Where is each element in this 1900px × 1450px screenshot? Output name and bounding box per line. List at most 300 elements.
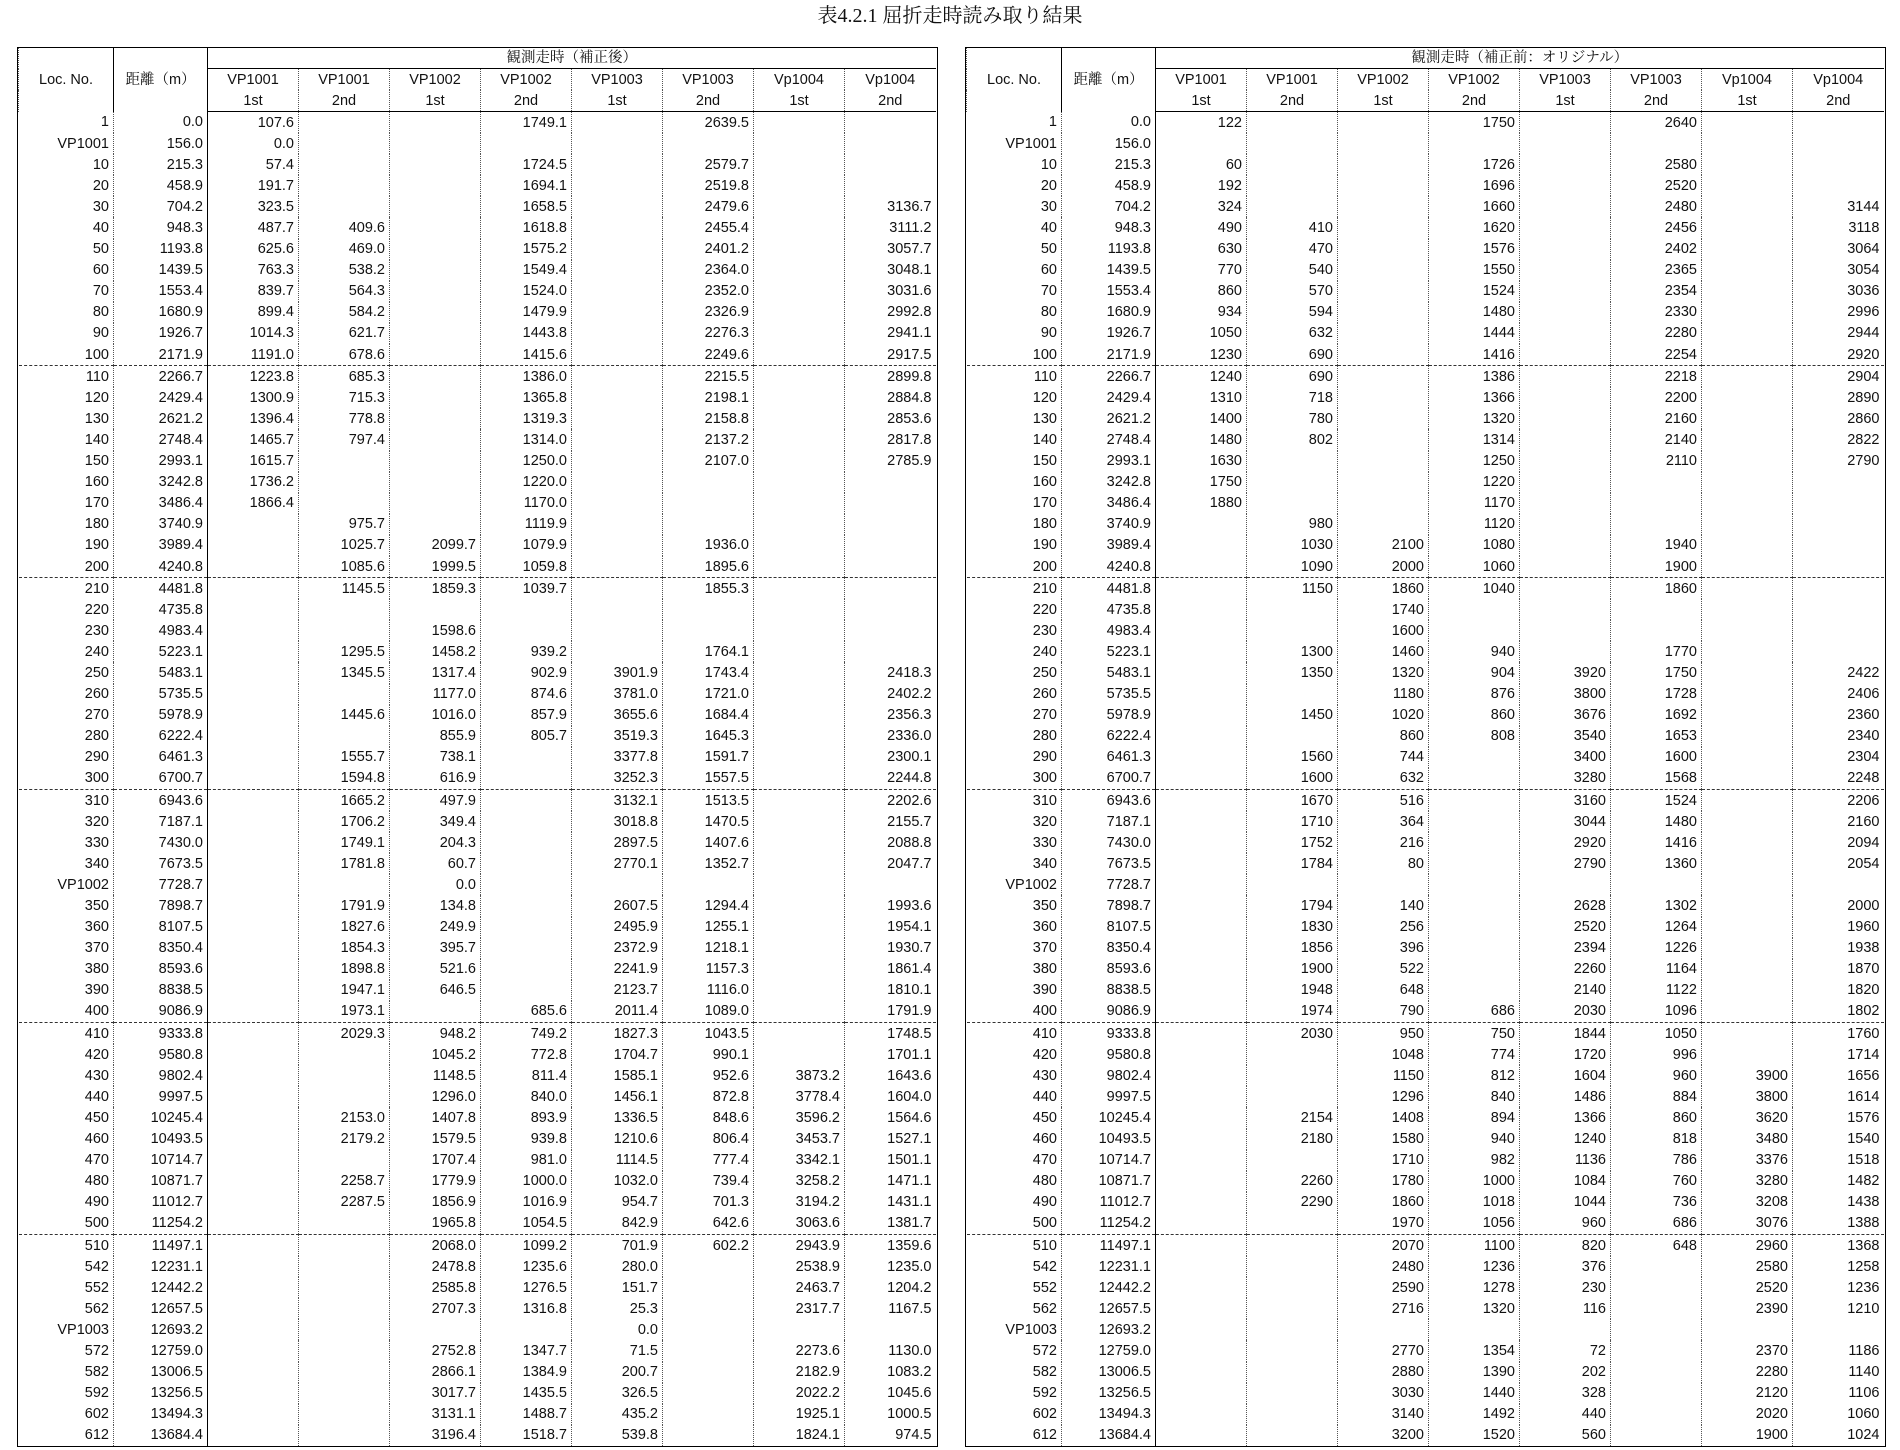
- traveltime-cell: 280.0: [572, 1256, 663, 1277]
- traveltime-cell: [390, 472, 481, 493]
- traveltime-cell: 435.2: [572, 1404, 663, 1425]
- traveltime-cell: [1793, 599, 1884, 620]
- traveltime-cell: 1415.6: [481, 344, 572, 366]
- traveltime-cell: 1704.7: [572, 1044, 663, 1065]
- traveltime-cell: 469.0: [299, 239, 390, 260]
- traveltime-cell: [1156, 705, 1247, 726]
- traveltime-cell: 1177.0: [390, 684, 481, 705]
- loc-no-cell: 20: [1040, 177, 1057, 194]
- traveltime-cell: 2406: [1793, 684, 1884, 705]
- loc-no-cell: 40: [1040, 220, 1057, 237]
- traveltime-cell: [1611, 1298, 1702, 1319]
- traveltime-cell: 3194.2: [754, 1192, 845, 1213]
- loc-no-cell: VP1001: [57, 135, 109, 152]
- traveltime-cell: [572, 217, 663, 238]
- traveltime-cell: [208, 578, 299, 600]
- traveltime-cell: [1520, 1319, 1611, 1340]
- traveltime-cell: 57.4: [208, 154, 299, 175]
- traveltime-cell: 2123.7: [572, 980, 663, 1001]
- traveltime-cell: [208, 1192, 299, 1213]
- loc-no-cell: VP1003: [1005, 1321, 1057, 1338]
- traveltime-cell: 948.2: [390, 1023, 481, 1045]
- traveltime-cell: [1702, 260, 1793, 281]
- traveltime-cell: 625.6: [208, 239, 299, 260]
- traveltime-cell: 2480: [1338, 1256, 1429, 1277]
- traveltime-cell: 2160: [1611, 408, 1702, 429]
- traveltime-cell: 3800: [1520, 684, 1611, 705]
- loc-no-cell: 430: [84, 1067, 109, 1084]
- traveltime-cell: 1492: [1429, 1404, 1520, 1425]
- distance-cell: 3486.4: [114, 493, 208, 514]
- traveltime-cell: 2402: [1611, 239, 1702, 260]
- traveltime-cell: 490: [1156, 217, 1247, 238]
- table-row: [19, 429, 936, 450]
- traveltime-cell: 538.2: [299, 260, 390, 281]
- distance-cell: 10245.4: [1062, 1107, 1156, 1128]
- distance-cell: 4735.8: [114, 599, 208, 620]
- traveltime-cell: [845, 175, 936, 196]
- loc-no-cell: 270: [1032, 707, 1057, 724]
- traveltime-cell: [1611, 1383, 1702, 1404]
- distance-cell: 3242.8: [1062, 472, 1156, 493]
- loc-no-cell: 190: [1032, 537, 1057, 554]
- traveltime-cell: [208, 1404, 299, 1425]
- traveltime-cell: 2640: [1611, 112, 1702, 134]
- loc-no-cell: 70: [92, 283, 109, 300]
- traveltime-cell: [1156, 1044, 1247, 1065]
- traveltime-cell: 1122: [1611, 980, 1702, 1001]
- traveltime-cell: 1314.0: [481, 429, 572, 450]
- table-row: [19, 705, 936, 726]
- distance-cell: 9997.5: [1062, 1086, 1156, 1107]
- traveltime-cell: 1598.6: [390, 620, 481, 641]
- traveltime-cell: 364: [1338, 811, 1429, 832]
- traveltime-cell: 1350: [1247, 662, 1338, 683]
- traveltime-cell: [1702, 832, 1793, 853]
- traveltime-cell: 2180: [1247, 1129, 1338, 1150]
- traveltime-cell: [208, 1150, 299, 1171]
- traveltime-cell: 1752: [1247, 832, 1338, 853]
- vp-header: VP1002: [1338, 69, 1429, 91]
- traveltime-cell: [208, 768, 299, 790]
- traveltime-cell: 1056: [1429, 1213, 1520, 1235]
- traveltime-cell: [481, 980, 572, 1001]
- traveltime-cell: [208, 1362, 299, 1383]
- traveltime-cell: 1736.2: [208, 472, 299, 493]
- traveltime-cell: [1702, 959, 1793, 980]
- loc-no-cell: 310: [84, 792, 109, 809]
- distance-cell: 12442.2: [1062, 1277, 1156, 1298]
- traveltime-cell: 1435.5: [481, 1383, 572, 1404]
- traveltime-cell: 326.5: [572, 1383, 663, 1404]
- distance-cell: 1193.8: [114, 239, 208, 260]
- traveltime-cell: 2822: [1793, 429, 1884, 450]
- traveltime-cell: [1520, 344, 1611, 366]
- loc-no-cell: 290: [84, 749, 109, 766]
- traveltime-cell: 2520: [1702, 1277, 1793, 1298]
- table-row: [19, 790, 936, 812]
- distance-cell: 1553.4: [1062, 281, 1156, 302]
- vp-header: VP1003: [1520, 69, 1611, 91]
- traveltime-cell: 1749.1: [481, 112, 572, 134]
- distance-cell: 11497.1: [114, 1234, 208, 1256]
- distance-cell: 5223.1: [114, 641, 208, 662]
- table-row: [967, 811, 1884, 832]
- traveltime-cell: 3873.2: [754, 1065, 845, 1086]
- loc-no-cell: 340: [84, 855, 109, 872]
- traveltime-cell: 1278: [1429, 1277, 1520, 1298]
- loc-no-cell: 130: [1032, 410, 1057, 427]
- traveltime-cell: 1740: [1338, 599, 1429, 620]
- traveltime-cell: 1855.3: [663, 578, 754, 600]
- distance-cell: 2993.1: [1062, 451, 1156, 472]
- traveltime-cell: 632: [1247, 323, 1338, 344]
- traveltime-cell: 1844: [1520, 1023, 1611, 1045]
- traveltime-cell: 1728: [1611, 684, 1702, 705]
- traveltime-cell: 2463.7: [754, 1277, 845, 1298]
- vp-header: Vp1004: [754, 69, 845, 91]
- traveltime-cell: 1580: [1338, 1129, 1429, 1150]
- shot-header: 1st: [1156, 90, 1247, 112]
- traveltime-cell: 1347.7: [481, 1340, 572, 1361]
- traveltime-cell: [481, 832, 572, 853]
- distance-cell: 9086.9: [114, 1001, 208, 1023]
- traveltime-cell: [1520, 239, 1611, 260]
- distance-cell: 12442.2: [114, 1277, 208, 1298]
- traveltime-cell: [572, 408, 663, 429]
- loc-no-cell: 160: [1032, 474, 1057, 491]
- traveltime-cell: 1810.1: [845, 980, 936, 1001]
- traveltime-cell: 1186: [1793, 1340, 1884, 1361]
- traveltime-cell: 1014.3: [208, 323, 299, 344]
- traveltime-cell: [1793, 472, 1884, 493]
- traveltime-cell: [1611, 514, 1702, 535]
- distance-cell: 9997.5: [114, 1086, 208, 1107]
- table-row: [19, 133, 936, 154]
- traveltime-cell: 122: [1156, 112, 1247, 134]
- loc-no-cell: 612: [84, 1427, 109, 1444]
- loc-no-cell: 10: [92, 156, 109, 173]
- traveltime-cell: [299, 1044, 390, 1065]
- shot-header: 1st: [1520, 90, 1611, 112]
- traveltime-cell: [1702, 472, 1793, 493]
- traveltime-cell: 1701.1: [845, 1044, 936, 1065]
- traveltime-cell: 540: [1247, 260, 1338, 281]
- traveltime-cell: 1444: [1429, 323, 1520, 344]
- traveltime-cell: [1702, 938, 1793, 959]
- shot-header: 1st: [572, 90, 663, 112]
- traveltime-cell: [299, 1256, 390, 1277]
- traveltime-cell: 1045.2: [390, 1044, 481, 1065]
- traveltime-cell: [1793, 620, 1884, 641]
- table-row: [19, 1298, 936, 1319]
- traveltime-cell: 2941.1: [845, 323, 936, 344]
- traveltime-cell: 616.9: [390, 768, 481, 790]
- distance-cell: 3989.4: [1062, 535, 1156, 556]
- traveltime-cell: 497.9: [390, 790, 481, 812]
- traveltime-cell: [1793, 874, 1884, 895]
- traveltime-cell: [1520, 578, 1611, 600]
- traveltime-cell: 1970: [1338, 1213, 1429, 1235]
- traveltime-cell: 860: [1611, 1107, 1702, 1128]
- traveltime-cell: [481, 874, 572, 895]
- traveltime-cell: 621.7: [299, 323, 390, 344]
- table-row: [967, 1065, 1884, 1086]
- traveltime-cell: 1600: [1338, 620, 1429, 641]
- traveltime-cell: 192: [1156, 175, 1247, 196]
- distance-cell: 704.2: [114, 196, 208, 217]
- traveltime-cell: 996: [1611, 1044, 1702, 1065]
- traveltime-cell: 2154: [1247, 1107, 1338, 1128]
- traveltime-cell: 2200: [1611, 387, 1702, 408]
- traveltime-cell: [572, 535, 663, 556]
- traveltime-cell: 1630: [1156, 451, 1247, 472]
- traveltime-cell: 1258: [1793, 1256, 1884, 1277]
- traveltime-cell: [481, 599, 572, 620]
- table-row: [19, 1319, 936, 1340]
- traveltime-cell: 2030: [1247, 1023, 1338, 1045]
- loc-no-cell: 542: [84, 1258, 109, 1275]
- traveltime-cell: [754, 917, 845, 938]
- loc-no-cell: 552: [84, 1279, 109, 1296]
- traveltime-cell: 72: [1520, 1340, 1611, 1361]
- traveltime-cell: [208, 1044, 299, 1065]
- loc-no-cell: 270: [84, 707, 109, 724]
- traveltime-cell: 2356.3: [845, 705, 936, 726]
- table-row: [19, 684, 936, 705]
- traveltime-cell: [481, 790, 572, 812]
- traveltime-cell: [1793, 578, 1884, 600]
- traveltime-cell: [1338, 472, 1429, 493]
- traveltime-cell: 1501.1: [845, 1150, 936, 1171]
- traveltime-cell: 3540: [1520, 726, 1611, 747]
- distance-cell: 5223.1: [1062, 641, 1156, 662]
- traveltime-cell: 860: [1338, 726, 1429, 747]
- traveltime-cell: [754, 895, 845, 916]
- traveltime-cell: 974.5: [845, 1425, 936, 1446]
- traveltime-cell: [1702, 387, 1793, 408]
- table-row: [967, 154, 1884, 175]
- traveltime-cell: 2372.9: [572, 938, 663, 959]
- traveltime-cell: 648: [1338, 980, 1429, 1001]
- traveltime-cell: 690: [1247, 366, 1338, 388]
- traveltime-cell: 981.0: [481, 1150, 572, 1171]
- traveltime-cell: 2182.9: [754, 1362, 845, 1383]
- traveltime-cell: [208, 853, 299, 874]
- traveltime-cell: [1156, 1425, 1247, 1446]
- traveltime-cell: [754, 366, 845, 388]
- traveltime-cell: [1702, 1023, 1793, 1045]
- traveltime-cell: [754, 154, 845, 175]
- traveltime-cell: 1784: [1247, 853, 1338, 874]
- traveltime-cell: 1482: [1793, 1171, 1884, 1192]
- traveltime-cell: [1611, 1256, 1702, 1277]
- traveltime-cell: [1247, 1234, 1338, 1256]
- traveltime-cell: 2860: [1793, 408, 1884, 429]
- traveltime-cell: [1156, 620, 1247, 641]
- traveltime-cell: [1702, 1044, 1793, 1065]
- traveltime-cell: [481, 895, 572, 916]
- shot-header: 2nd: [1429, 90, 1520, 112]
- traveltime-cell: 1710: [1247, 811, 1338, 832]
- traveltime-cell: 1386.0: [481, 366, 572, 388]
- traveltime-cell: [1520, 366, 1611, 388]
- traveltime-cell: [1702, 344, 1793, 366]
- table-row: [19, 578, 936, 600]
- traveltime-cell: [1429, 959, 1520, 980]
- shot-header: 2nd: [1611, 90, 1702, 112]
- traveltime-cell: 1170.0: [481, 493, 572, 514]
- loc-no-cell: 110: [1033, 368, 1057, 385]
- loc-no-cell: 230: [84, 622, 109, 639]
- traveltime-cell: 2519.8: [663, 175, 754, 196]
- traveltime-cell: [663, 514, 754, 535]
- traveltime-cell: [845, 641, 936, 662]
- traveltime-cell: [299, 154, 390, 175]
- traveltime-cell: 1145.5: [299, 578, 390, 600]
- traveltime-cell: 685.6: [481, 1001, 572, 1023]
- traveltime-cell: 1643.6: [845, 1065, 936, 1086]
- table-row: [967, 239, 1884, 260]
- traveltime-cell: 774: [1429, 1044, 1520, 1065]
- traveltime-cell: [1247, 1404, 1338, 1425]
- traveltime-cell: [754, 112, 845, 134]
- loc-no-cell: 500: [19, 1213, 114, 1235]
- table-row: [19, 239, 936, 260]
- traveltime-cell: 2030: [1520, 1001, 1611, 1023]
- traveltime-cell: [663, 874, 754, 895]
- traveltime-cell: 1048: [1338, 1044, 1429, 1065]
- traveltime-cell: 960: [1611, 1065, 1702, 1086]
- distance-cell: 215.3: [1062, 154, 1156, 175]
- traveltime-cell: 811.4: [481, 1065, 572, 1086]
- distance-cell: 10871.7: [114, 1171, 208, 1192]
- table-row: [967, 260, 1884, 281]
- traveltime-cell: 1750: [1611, 662, 1702, 683]
- traveltime-cell: [1429, 1319, 1520, 1340]
- traveltime-cell: 1116.0: [663, 980, 754, 1001]
- traveltime-cell: 1336.5: [572, 1107, 663, 1128]
- corrected-traveltime-table: [18, 48, 936, 1446]
- traveltime-cell: [390, 493, 481, 514]
- traveltime-cell: 3901.9: [572, 662, 663, 683]
- traveltime-cell: [299, 1298, 390, 1319]
- traveltime-cell: [390, 239, 481, 260]
- traveltime-cell: 1600: [1611, 747, 1702, 768]
- traveltime-cell: 570: [1247, 281, 1338, 302]
- traveltime-cell: 2140: [1520, 980, 1611, 1001]
- traveltime-cell: 2884.8: [845, 387, 936, 408]
- table-row: [967, 662, 1884, 683]
- traveltime-cell: 1947.1: [299, 980, 390, 1001]
- loc-no-cell: 592: [84, 1385, 109, 1402]
- traveltime-cell: 1438: [1793, 1192, 1884, 1213]
- traveltime-cell: 1938: [1793, 938, 1884, 959]
- traveltime-cell: 632: [1338, 768, 1429, 790]
- traveltime-cell: 1235.0: [845, 1256, 936, 1277]
- traveltime-cell: [208, 980, 299, 1001]
- vp-header: VP1003: [663, 69, 754, 91]
- traveltime-cell: [1429, 599, 1520, 620]
- traveltime-cell: 2996: [1793, 302, 1884, 323]
- traveltime-cell: 1276.5: [481, 1277, 572, 1298]
- shot-header: 1st: [1338, 90, 1429, 112]
- traveltime-cell: [1702, 684, 1793, 705]
- traveltime-cell: 894: [1429, 1107, 1520, 1128]
- traveltime-cell: 2241.9: [572, 959, 663, 980]
- traveltime-cell: 1827.6: [299, 917, 390, 938]
- traveltime-cell: 812: [1429, 1065, 1520, 1086]
- traveltime-cell: [1793, 556, 1884, 578]
- traveltime-cell: [1520, 514, 1611, 535]
- table-row: [967, 302, 1884, 323]
- distance-cell: 7898.7: [1062, 895, 1156, 916]
- table-row: [19, 1001, 936, 1023]
- traveltime-cell: 715.3: [299, 387, 390, 408]
- traveltime-cell: 1220.0: [481, 472, 572, 493]
- traveltime-cell: [1156, 917, 1247, 938]
- distance-cell: 8593.6: [1062, 959, 1156, 980]
- loc-no-cell: 400: [19, 1001, 114, 1023]
- traveltime-cell: 1568: [1611, 768, 1702, 790]
- traveltime-cell: [1156, 1404, 1247, 1425]
- traveltime-cell: 2402.2: [845, 684, 936, 705]
- traveltime-cell: [299, 620, 390, 641]
- traveltime-cell: 1645.3: [663, 726, 754, 747]
- traveltime-cell: [208, 1107, 299, 1128]
- traveltime-cell: [299, 112, 390, 134]
- traveltime-cell: 1148.5: [390, 1065, 481, 1086]
- traveltime-cell: [1793, 641, 1884, 662]
- traveltime-cell: [299, 874, 390, 895]
- traveltime-cell: 2011.4: [572, 1001, 663, 1023]
- traveltime-cell: [1156, 1065, 1247, 1086]
- traveltime-cell: 2538.9: [754, 1256, 845, 1277]
- traveltime-cell: [1338, 451, 1429, 472]
- traveltime-cell: [481, 811, 572, 832]
- traveltime-cell: 855.9: [390, 726, 481, 747]
- traveltime-cell: [754, 790, 845, 812]
- traveltime-cell: 1948: [1247, 980, 1338, 1001]
- loc-no-cell: 250: [84, 664, 109, 681]
- traveltime-cell: 3453.7: [754, 1129, 845, 1150]
- traveltime-cell: 778.8: [299, 408, 390, 429]
- traveltime-cell: [1702, 514, 1793, 535]
- traveltime-cell: 1089.0: [663, 1001, 754, 1023]
- distance-cell: 2171.9: [1062, 344, 1156, 366]
- table-row: [19, 112, 936, 134]
- traveltime-cell: 1060: [1429, 556, 1520, 578]
- traveltime-cell: [299, 1362, 390, 1383]
- traveltime-cell: [754, 599, 845, 620]
- table-body: [967, 112, 1884, 1446]
- distance-cell: 2429.4: [1062, 387, 1156, 408]
- traveltime-cell: [1338, 344, 1429, 366]
- traveltime-cell: [572, 302, 663, 323]
- table-row: [19, 959, 936, 980]
- traveltime-cell: [1520, 281, 1611, 302]
- traveltime-cell: [1520, 387, 1611, 408]
- distance-cell: 8350.4: [114, 938, 208, 959]
- traveltime-cell: [663, 1404, 754, 1425]
- traveltime-cell: 1000: [1429, 1171, 1520, 1192]
- traveltime-cell: 3800: [1702, 1086, 1793, 1107]
- loc-no-cell: 400: [967, 1001, 1062, 1023]
- traveltime-cell: 230: [1520, 1277, 1611, 1298]
- traveltime-cell: 2628: [1520, 895, 1611, 916]
- traveltime-cell: 1575.2: [481, 239, 572, 260]
- traveltime-cell: 2290: [1247, 1192, 1338, 1213]
